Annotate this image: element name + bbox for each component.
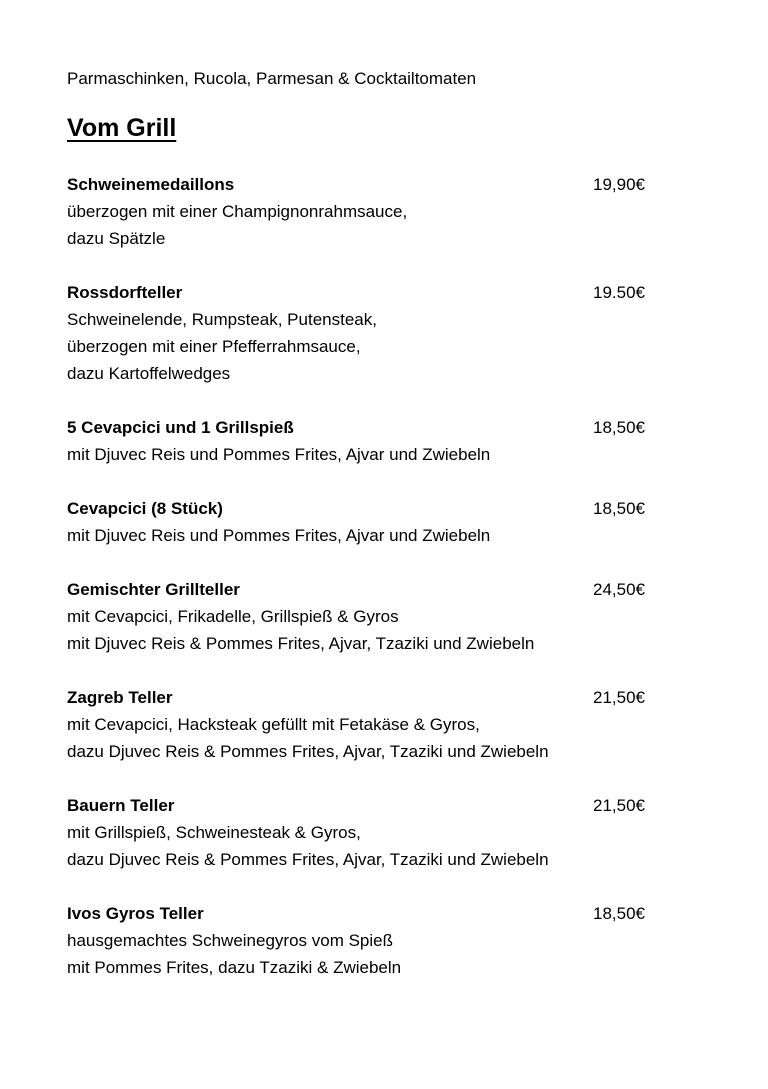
menu-page — [67, 66, 687, 1008]
description-line: hausgemachtes Schweinegyros vom Spieß — [67, 931, 393, 950]
menu-item-description — [67, 441, 687, 468]
menu-item — [67, 171, 687, 252]
menu-item-header — [67, 792, 645, 819]
description-line: dazu Kartoffelwedges — [67, 364, 231, 383]
menu-items — [67, 171, 687, 981]
menu-item-description — [67, 198, 687, 252]
menu-item-name: Zagreb Teller — [67, 688, 173, 707]
menu-item-description — [67, 522, 687, 549]
menu-item-name: Cevapcici (8 Stück) — [67, 499, 223, 518]
menu-item-name: Gemischter Grillteller — [67, 580, 240, 599]
menu-item — [67, 576, 687, 657]
menu-item-price: 24,50€ — [593, 580, 645, 599]
description-line: dazu Djuvec Reis & Pommes Frites, Ajvar, Tzaziki und Zwiebeln — [67, 850, 549, 869]
description-line: dazu Spätzle — [67, 229, 166, 248]
menu-item-header — [67, 900, 645, 927]
menu-item-price: 19,90€ — [593, 175, 645, 194]
menu-item-price: 18,50€ — [593, 499, 645, 518]
menu-item — [67, 684, 687, 765]
menu-item-name: Schweinemedaillons — [67, 175, 235, 194]
description-line: mit Djuvec Reis und Pommes Frites, Ajvar und Zwiebeln — [67, 526, 491, 545]
menu-item-name: 5 Cevapcici und 1 Grillspieß — [67, 418, 294, 437]
menu-item-header — [67, 684, 645, 711]
menu-item-name: Bauern Teller — [67, 796, 175, 815]
menu-item — [67, 414, 687, 468]
menu-item-header — [67, 171, 645, 198]
menu-item-name: Rossdorfteller — [67, 283, 183, 302]
menu-item-header — [67, 576, 645, 603]
menu-item-price: 18,50€ — [593, 418, 645, 437]
description-line: mit Grillspieß, Schweinesteak & Gyros, — [67, 823, 361, 842]
description-line: überzogen mit einer Champignonrahmsauce, — [67, 202, 408, 221]
description-line: mit Djuvec Reis und Pommes Frites, Ajvar und Zwiebeln — [67, 445, 491, 464]
menu-item-description — [67, 927, 687, 981]
description-line: mit Pommes Frites, dazu Tzaziki & Zwiebeln — [67, 958, 402, 977]
menu-item — [67, 792, 687, 873]
menu-item — [67, 279, 687, 387]
description-line: überzogen mit einer Pfefferrahmsauce, — [67, 337, 361, 356]
intro-text: Parmaschinken, Rucola, Parmesan & Cocktailtomaten — [67, 69, 477, 88]
menu-item-price: 19.50€ — [593, 283, 645, 302]
menu-item-price: 21,50€ — [593, 796, 645, 815]
menu-item-header — [67, 279, 645, 306]
menu-item-price: 18,50€ — [593, 904, 645, 923]
menu-item-description — [67, 711, 687, 765]
menu-item-header — [67, 414, 645, 441]
menu-item — [67, 900, 687, 981]
description-line: mit Cevapcici, Frikadelle, Grillspieß & Gyros — [67, 607, 399, 626]
description-line: mit Cevapcici, Hacksteak gefüllt mit Fetakäse & Gyros, — [67, 715, 480, 734]
description-line: Schweinelende, Rumpsteak, Putensteak, — [67, 310, 377, 329]
menu-item-price: 21,50€ — [593, 688, 645, 707]
menu-item — [67, 495, 687, 549]
menu-item-name: Ivos Gyros Teller — [67, 904, 204, 923]
section-title: Vom Grill — [67, 114, 177, 142]
description-line: dazu Djuvec Reis & Pommes Frites, Ajvar, Tzaziki und Zwiebeln — [67, 742, 549, 761]
menu-item-description — [67, 306, 687, 387]
description-line: mit Djuvec Reis & Pommes Frites, Ajvar, Tzaziki und Zwiebeln — [67, 634, 535, 653]
menu-item-header — [67, 495, 645, 522]
menu-item-description — [67, 603, 687, 657]
menu-item-description — [67, 819, 687, 873]
